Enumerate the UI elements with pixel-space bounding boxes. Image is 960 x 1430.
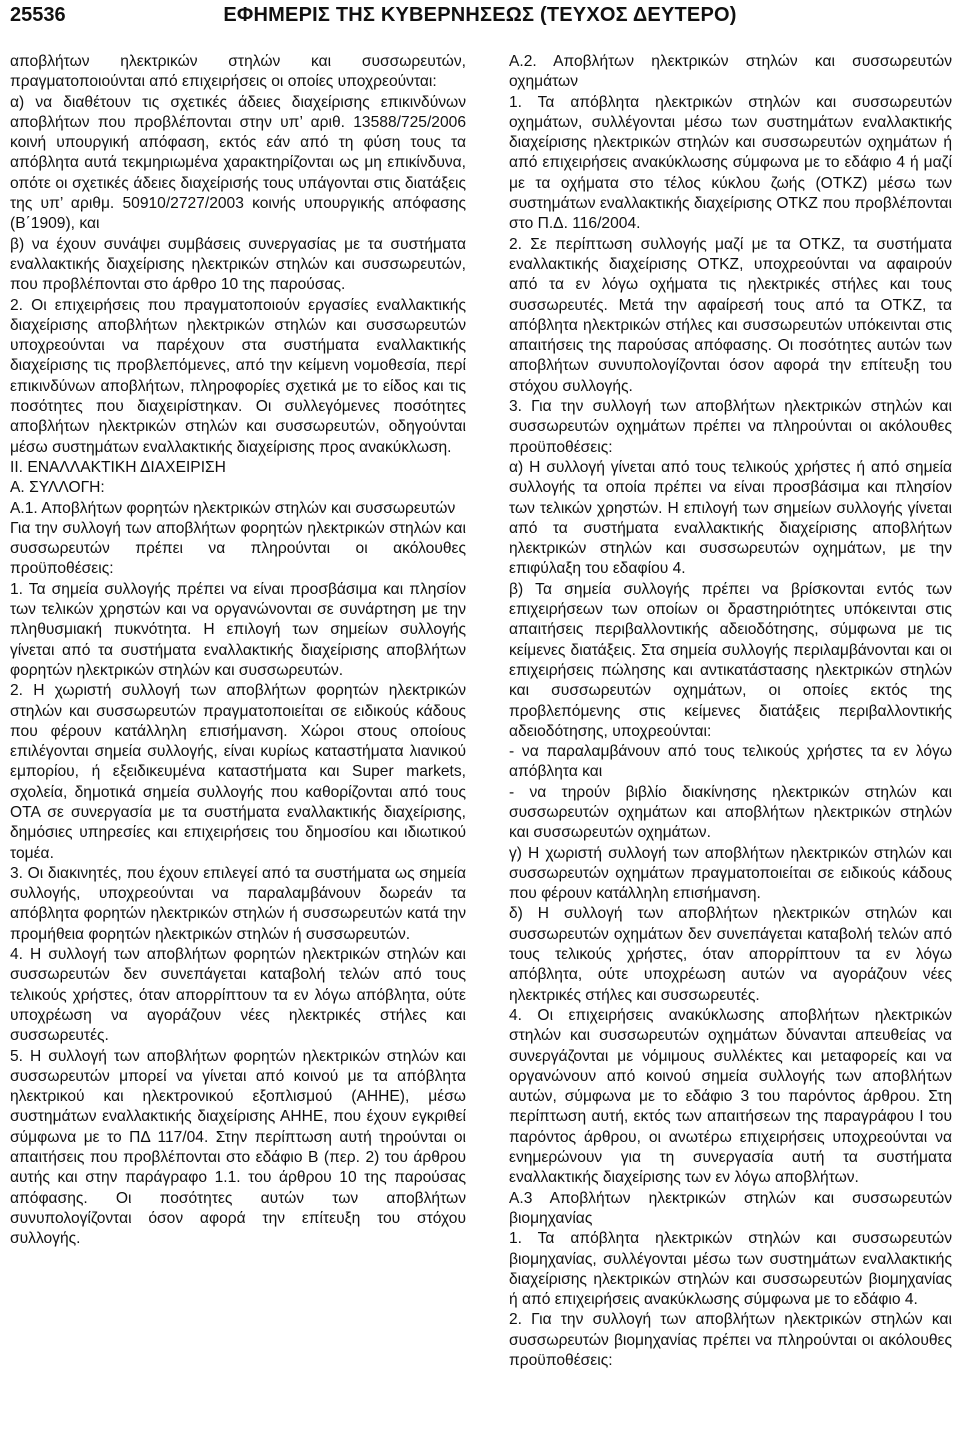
paragraph: 5. Η συλλογή των αποβλήτων φορητών ηλεκτρικών στηλών και συσσωρευτών μπορεί να γίνεται από κοινού με τα απόβλητα ηλεκτρικού και ηλεκτρονικού εξοπλισμού (ΑΗΗΕ), μέσω συστημάτων εναλλακτικής διαχείρισης ΑΗΗΕ, που έχουν εγκριθεί σύμφωνα με το ΠΔ 117/04. Στην περίπτωση αυτή τηρούνται οι απαιτήσεις που προβλέπονται στο εδάφιο Β (περ. 2) του άρθρου αυτής και στην παράγραφο 1.1. του άρθρου 10 της παρούσας απόφασης. Οι ποσότητες αυτών των αποβλήτων συνυπολογίζονται όσον αφορά την επίτευξη του στόχου συλλογής. (10, 1047, 466, 1248)
paragraph: - να παραλαμβάνουν από τους τελικούς χρήστες τα εν λόγω απόβλητα και (509, 743, 952, 781)
paragraph: - να τηρούν βιβλίο διακίνησης ηλεκτρικών στηλών και συσσωρευτών οχημάτων και αποβλήτων ηλεκτρικών στηλών και συσσωρευτών οχημάτων. (509, 783, 952, 842)
paragraph: 2. Σε περίπτωση συλλογής μαζί με τα ΟΤΚΖ, τα συστήματα εναλλακτικής διαχείρισης ΟΤΚΖ, υποχρεούνται να αφαιρούν από τα εν λόγω οχήματα τις ηλεκτρικές στήλες και τους συσσωρευτές. Μετά την αφαίρεσή τους από τα ΟΤΚΖ, τα απόβλητα ηλεκτρικών στήλες και συσσωρευτών υπόκεινται στις απαιτήσεις της παρούσας απόφασης. Οι ποσότητες αυτών των αποβλήτων συνυπολογίζονται όσον αφορά την επίτευξη του στόχου συλλογής. (509, 235, 952, 395)
subsection-heading: Α.3 Αποβλήτων ηλεκτρικών στηλών και συσσωρευτών βιομηχανίας (509, 1189, 952, 1227)
right-column (509, 52, 952, 1371)
page-header (0, 0, 960, 36)
paragraph: 1. Τα απόβλητα ηλεκτρικών στηλών και συσσωρευτών οχημάτων, συλλέγονται μέσω των συστημάτων εναλλακτικής διαχείρισης ηλεκτρικών στηλών και συσσωρευτών οχημάτων ή από επιχειρήσεις ανακύκλωσης σύμφωνα με το εδάφιο 4 ή μαζί με τα οχήματα στο τέλος κύκλου ζωής (ΟΤΚΖ) μέσω των συστημάτων εναλλακτικής διαχείρισης ΟΤΚΖ που προβλέπονται στο Π.Δ. 116/2004. (509, 93, 952, 233)
gazette-title: ΕΦΗΜΕΡΙΣ ΤΗΣ ΚΥΒΕΡΝΗΣΕΩΣ (ΤΕΥΧΟΣ ΔΕΥΤΕΡΟ) (223, 4, 737, 26)
subsection-heading: Α. ΣΥΛΛΟΓΗ: (10, 479, 105, 497)
paragraph: α) Η συλλογή γίνεται από τους τελικούς χρήστες ή από σημεία συλλογής τα οποία πρέπει να είναι προσβάσιμα και πλησίον των τελικών χρηστών. Η επιλογή των σημείων συλλογής γίνεται από τα συστήματα εναλλακτικής διαχείρισης αποβλήτων ηλεκτρικών στηλών και συσσωρευτών οχημάτων, με την επιφύλαξη του εδαφίου 4. (509, 458, 952, 578)
left-column (10, 52, 466, 1250)
subsection-heading: Α.2. Αποβλήτων ηλεκτρικών στηλών και συσσωρευτών οχημάτων (509, 53, 952, 91)
section-heading: ΙΙ. ΕΝΑΛΛΑΚΤΙΚΗ ΔΙΑΧΕΙΡΙΣΗ (10, 458, 226, 476)
paragraph: 1. Τα σημεία συλλογής πρέπει να είναι προσβάσιμα και πλησίον των τελικών χρηστών και να οργανώνονται σε συνάρτηση με την πληθυσμιακή πυκνότητα. Η επιλογή των σημείων συλλογής γίνεται από τα συστήματα εναλλακτικής διαχείρισης αποβλήτων φορητών ηλεκτρικών στηλών και συσσωρευτών. (10, 580, 466, 679)
paragraph: 2. Οι επιχειρήσεις που πραγματοποιούν εργασίες εναλλακτικής διαχείρισης αποβλήτων ηλεκτρικών στηλών και συσσωρευτών υποχρεούνται να παρέχουν στα συστήματα εναλλακτικής διαχείρισης τις προβλεπόμενες, από την κείμενη νομοθεσία, περί επικινδύνων αποβλήτων, πληροφορίες σχετικά με το είδος και τις ποσότητες που διαχειρίστηκαν. Οι συλλεγόμενες ποσότητες αποβλήτων ηλεκτρικών στηλών και συσσωρευτών, οδηγούνται μέσω συστημάτων εναλλακτικής διαχείρισης προς ανακύκλωση. (10, 296, 466, 456)
paragraph: 2. Για την συλλογή των αποβλήτων ηλεκτρικών στηλών και συσσωρευτών βιομηχανίας πρέπει να πληρούνται οι ακόλουθες προϋποθέσεις: (509, 1311, 952, 1369)
paragraph: γ) Η χωριστή συλλογή των αποβλήτων ηλεκτρικών στηλών και συσσωρευτών οχημάτων πραγματοποιείται σε ειδικούς κάδους που φέρουν κατάλληλη επισήμανση. (509, 844, 952, 903)
page-number: 25536 (10, 4, 66, 26)
paragraph: 3. Για την συλλογή των αποβλήτων ηλεκτρικών στηλών και συσσωρευτών οχημάτων πρέπει να πληρούνται οι ακόλουθες προϋποθέσεις: (509, 398, 952, 456)
paragraph: 4. Η συλλογή των αποβλήτων φορητών ηλεκτρικών στηλών και συσσωρευτών δεν συνεπάγεται καταβολή τελών από τους τελικούς χρήστες, όταν απορρίπτουν τα εν λόγω απόβλητα, ούτε υποχρέωση να αγοράζουν νέες ηλεκτρικές στήλες και συσσωρευτές. (10, 946, 466, 1045)
paragraph: 1. Τα απόβλητα ηλεκτρικών στηλών και συσσωρευτών βιομηχανίας, συλλέγονται μέσω των συστημάτων εναλλακτικής διαχείρισης ηλεκτρικών στηλών και συσσωρευτών βιομηχανίας ή από επιχειρήσεις ανακύκλωσης σύμφωνα με το εδάφιο 4. (509, 1230, 952, 1309)
paragraph: β) να έχουν συνάψει συμβάσεις συνεργασίας με τα συστήματα εναλλακτικής διαχείρισης ηλεκτρικών στηλών και συσσωρευτών, που προβλέπονται στο άρθρο 10 της παρούσας. (10, 235, 466, 294)
paragraph: 4. Οι επιχειρήσεις ανακύκλωσης αποβλήτων ηλεκτρικών στηλών και συσσωρευτών οχημάτων δύνανται απευθείας να συνεργάζονται με νόμιμους συλλέκτες και μεταφορείς και να οργανώνουν από κοινού σημεία συλλογής των αποβλήτων αυτών, σύμφωνα με το εδάφιο 3 του παρόντος άρθρου. Στη περίπτωση αυτή, εκτός των απαιτήσεων της παραγράφου Ι του παρόντος άρθρου, οι ανωτέρω επιχειρήσεις υποχρεούνται να ενημερώνουν για τη συνεργασία αυτή τα συστήματα εναλλακτικής διαχείρισης των εν λόγω αποβλήτων. (509, 1006, 952, 1187)
paragraph: β) Τα σημεία συλλογής πρέπει να βρίσκονται εντός των επιχειρήσεων των οποίων οι δραστηριότητες υπόκεινται στις απαιτήσεις περιβαλλοντικής αδειοδότησης, σύμφωνα με τις κείμενες διατάξεις. Στα σημεία συλλογής περιλαμβάνονται και οι επιχειρήσεις πώλησης και αντικατάστασης ηλεκτρικών στηλών και συσσωρευτών οχημάτων, οι οποίες εκτός της προβλεπόμενης στις κείμενες διατάξεις περιβαλλοντικής αδειοδότησης, υποχρεούνται: (509, 580, 952, 740)
paragraph: 2. Η χωριστή συλλογή των αποβλήτων φορητών ηλεκτρικών στηλών και συσσωρευτών πραγματοποιείται σε ειδικούς κάδους που φέρουν κατάλληλη επισήμανση. Χώροι στους οποίους επιλέγονται σημεία συλλογής, είναι κυρίως καταστήματα λιανικού εμπορίου, ή εξειδικευμένα καταστήματα και Super markets, σχολεία, δημοτικά σημεία συλλογής που καθορίζονται από τους ΟΤΑ σε συνεργασία με τα συστήματα εναλλακτικής διαχείρισης, δημόσιες υπηρεσίες και επιχειρήσεις του δημοσίου και ιδιωτικού τομέα. (10, 682, 466, 862)
paragraph: 3. Οι διακινητές, που έχουν επιλεγεί από τα συστήματα ως σημεία συλλογής, υποχρεούνται να παραλαμβάνουν δωρεάν τα απόβλητα φορητών ηλεκτρικών στηλών ή συσσωρευτών κατά την προμήθεια φορητών ηλεκτρικών στηλών ή συσσωρευτών. (10, 864, 466, 943)
paragraph: αποβλήτων ηλεκτρικών στηλών και συσσωρευτών, πραγματοποιούνται από επιχειρήσεις οι οποίες υποχρεούνται: (10, 53, 466, 91)
paragraph: α) να διαθέτουν τις σχετικές άδειες διαχείρισης επικινδύνων αποβλήτων που προβλέπονται στην υπ’ αριθ. 13588/725/2006 κοινή υπουργική απόφαση, εκτός εάν από τη φύση τους τα απόβλητα αυτά τεκμηριωμένα χαρακτηρίζονται ως μη επικίνδυνα, οπότε οι σχετικές άδειες διαχείρισής τους υπάγονται στις διατάξεις της υπ’ αριθμ. 50910/2727/2003 κοινής υπουργικής απόφασης (Β΄1909), και (10, 93, 466, 233)
paragraph: δ) Η συλλογή των αποβλήτων ηλεκτρικών στηλών και συσσωρευτών οχημάτων δεν συνεπάγεται καταβολή τελών από τους τελικούς χρήστες, όταν απορρίπτουν τα εν λόγω απόβλητα, ούτε υποχρέωση αυτών να αγοράζουν νέες ηλεκτρικές στήλες και συσσωρευτές. (509, 905, 952, 1004)
paragraph: Για την συλλογή των αποβλήτων φορητών ηλεκτρικών στηλών και συσσωρευτών πρέπει να πληρούνται οι ακόλουθες προϋποθέσεις: (10, 519, 466, 578)
subsection-heading: Α.1. Αποβλήτων φορητών ηλεκτρικών στηλών και συσσωρευτών (10, 499, 456, 517)
